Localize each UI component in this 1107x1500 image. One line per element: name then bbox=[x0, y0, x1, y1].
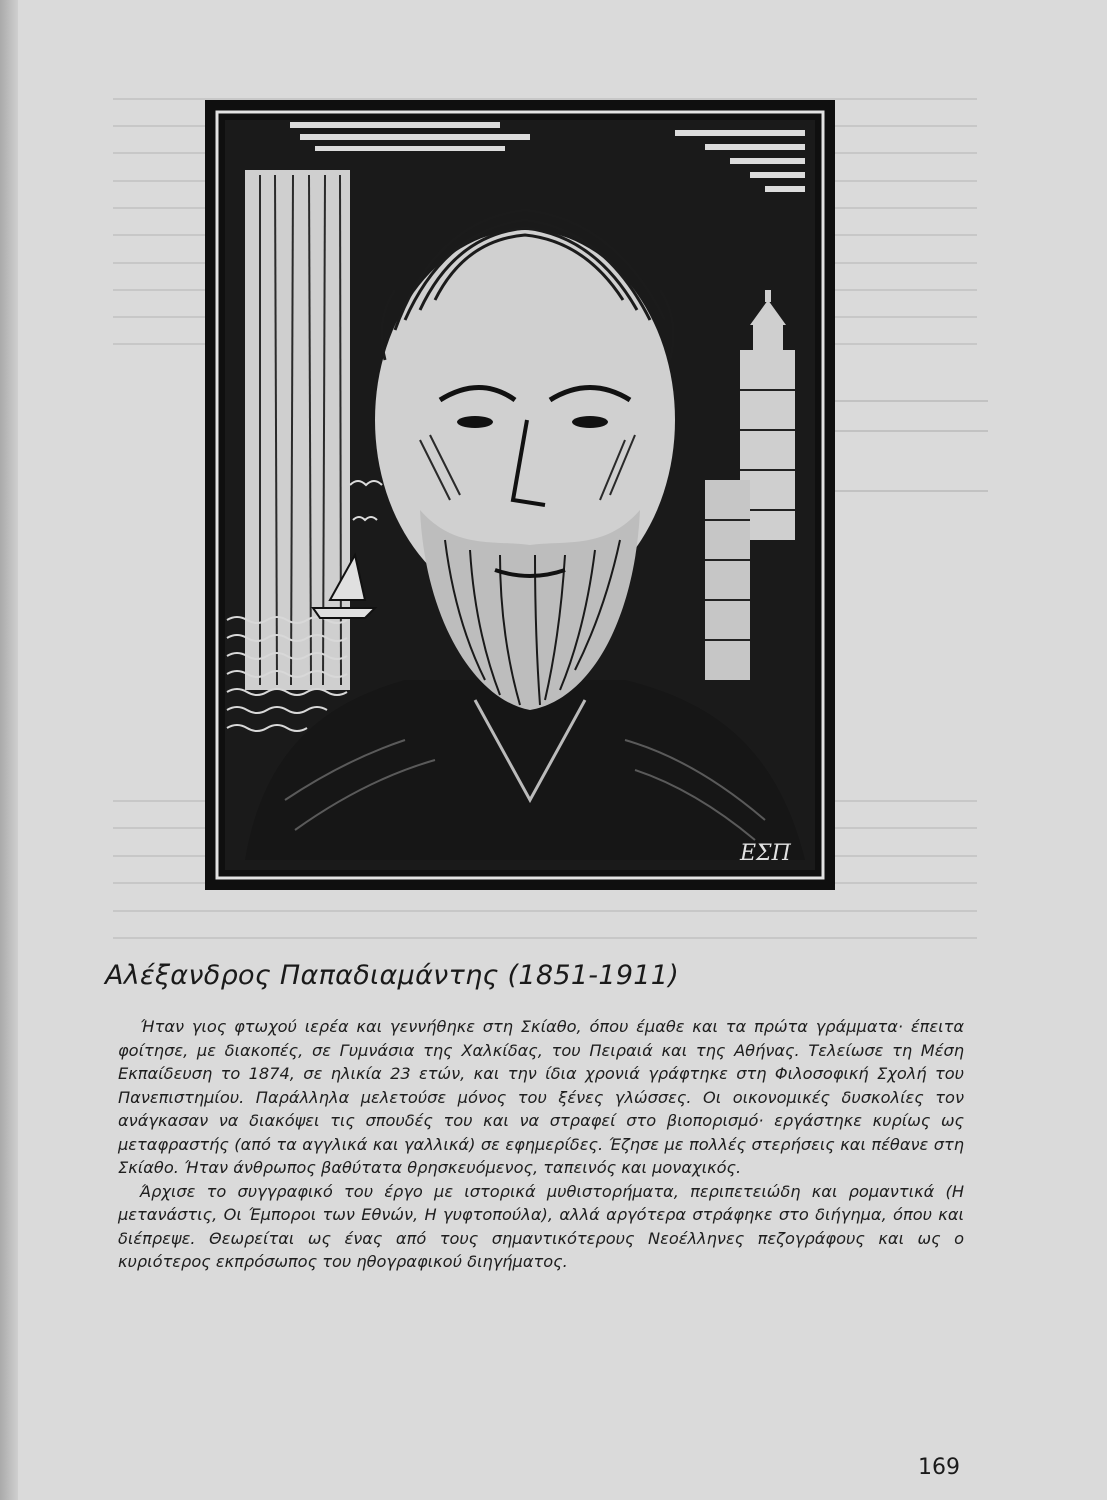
biography-paragraph-2: Άρχισε το συγγραφικό του έργο με ιστορικά μυθιστορήματα, περιπετειώδη και ρομαντικά (Η μετανάστις, Οι Έμποροι των Εθνών, Η γυφτοπούλα), αλλά αργότερα στράφηκε στο διήγημα, όπου και διέπρεψε. Θεωρείται ως ένας από τους σημαντικότερους Νεοέλληνες πεζογράφους και ως ο κυριότερος εκπρόσωπος του ηθογραφικού διηγήματος. bbox=[118, 1181, 964, 1271]
show-through-line bbox=[828, 430, 988, 442]
biography-paragraph-1: Ήταν γιος φτωχού ιερέα και γεννήθηκε στη Σκίαθο, όπου έμαθε και τα πρώτα γράμματα· έπειτα φοίτησε, με διακοπές, σε Γυμνάσια της Χαλκίδας, του Πειραιά και της Αθήνας. Τελείωσε τη Μέση Εκπαίδευση το 1874, σε ηλικία 23 ετών, και την ίδια χρονιά γράφτηκε στη Φιλοσοφική Σχολή του Πανεπιστημίου. Παράλληλα μελετούσε μόνος του ξένες γλώσσες. Οι οικονομικές δυσκολίες τον ανάγκασαν να διακόψει τις σπουδές του και να στραφεί στο βιοπορισμό· εργάστηκε κυρίως ως μεταφραστής (από τα αγγλικά και γαλλικά) σε εφημερίδες. Έζησε με πολλές στερήσεις και πέθανε στη Σκίαθο. Ήταν άνθρωπος βαθύτατα θρησκευόμενος, ταπεινός και μοναχικός. bbox=[118, 1017, 964, 1177]
page-binding-edge bbox=[0, 0, 18, 1500]
show-through-line bbox=[113, 910, 977, 924]
show-through-line bbox=[828, 400, 988, 412]
artist-monogram: ΕΣΠ bbox=[740, 841, 791, 866]
page-number: 169 bbox=[918, 1455, 960, 1480]
show-through-line bbox=[828, 490, 988, 502]
show-through-line bbox=[113, 937, 977, 951]
portrait-woodcut bbox=[205, 100, 835, 890]
caption-title: Αλέξανδρος Παπαδιαμάντης (1851-1911) bbox=[105, 960, 680, 991]
biography-text bbox=[118, 1015, 964, 1274]
